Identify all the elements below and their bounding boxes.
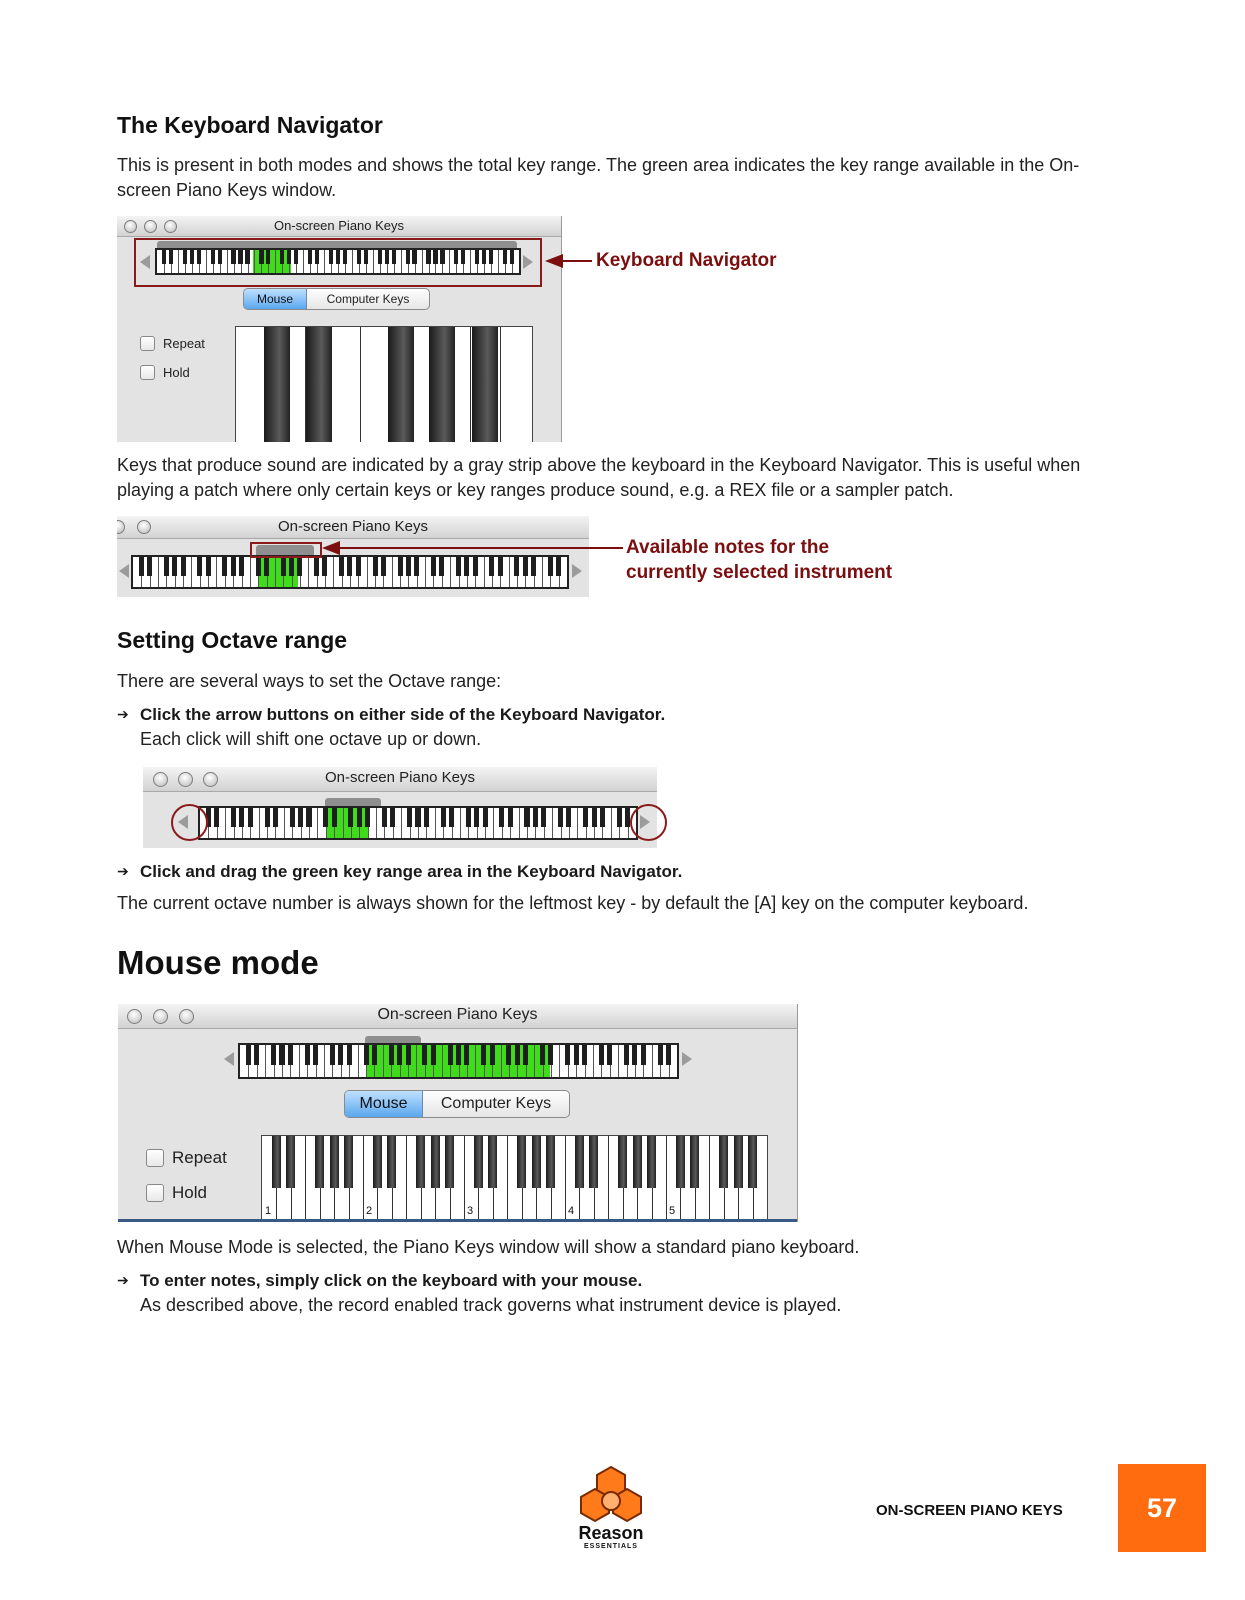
navigator-black-key <box>390 808 395 827</box>
available-notes-highlight <box>250 542 322 558</box>
black-key[interactable] <box>690 1136 699 1188</box>
page-number: 57 <box>1118 1464 1206 1552</box>
repeat-label: Repeat <box>163 336 205 351</box>
navigator-black-key <box>373 557 378 576</box>
navigator-black-key <box>531 557 536 576</box>
navigator-black-key <box>632 1045 637 1065</box>
navigator-black-key <box>279 1045 284 1065</box>
bullet-description: Each click will shift one octave up or down. <box>140 729 482 749</box>
black-key[interactable] <box>532 1136 541 1188</box>
repeat-checkbox[interactable] <box>140 336 155 351</box>
navigator-black-key <box>239 808 244 827</box>
hold-checkbox-row[interactable] <box>140 365 190 380</box>
window-titlebar <box>117 516 589 539</box>
navigator-black-key <box>523 557 528 576</box>
repeat-label: Repeat <box>172 1148 227 1167</box>
black-key[interactable] <box>445 1136 454 1188</box>
navigator-black-key <box>540 1045 545 1065</box>
navigator-black-key <box>197 557 202 576</box>
navigator-black-key <box>414 557 419 576</box>
navigator-black-key <box>514 557 519 576</box>
hold-checkbox-row[interactable] <box>146 1183 207 1203</box>
keyboard-navigator[interactable] <box>198 806 638 840</box>
black-key[interactable] <box>472 327 498 442</box>
black-key[interactable] <box>575 1136 584 1188</box>
mode-selector <box>344 1090 570 1118</box>
navigator-black-key <box>271 1045 276 1065</box>
navigator-black-key <box>382 808 387 827</box>
navigator-black-key <box>523 1045 528 1065</box>
navigator-black-key <box>483 808 488 827</box>
callout-keyboard-navigator: Keyboard Navigator <box>596 250 777 271</box>
navigator-black-key <box>407 808 412 827</box>
right-arrow-highlight <box>630 804 667 841</box>
navigator-black-key <box>415 808 420 827</box>
section-heading-octave-range: Setting Octave range <box>117 627 348 653</box>
paragraph-octave-number: The current octave number is always shown for the leftmost key - by default the [A] key on the computer keyboard. <box>117 893 1029 913</box>
callout-leader-line <box>337 547 623 549</box>
black-key[interactable] <box>734 1136 743 1188</box>
black-key[interactable] <box>431 1136 440 1188</box>
navigator-black-key <box>206 557 211 576</box>
mode-mouse-button[interactable]: Mouse <box>244 289 307 309</box>
navigator-black-key <box>323 808 328 827</box>
navigator-black-key <box>583 808 588 827</box>
reason-logo <box>573 1465 649 1553</box>
navigator-black-key <box>288 1045 293 1065</box>
navigator-black-key <box>574 1045 579 1065</box>
keyboard-navigator-highlight <box>134 238 542 287</box>
navigator-black-key <box>456 1045 461 1065</box>
navigator-black-key <box>381 557 386 576</box>
repeat-checkbox-row[interactable] <box>140 336 205 351</box>
black-key[interactable] <box>748 1136 757 1188</box>
navigator-black-key <box>332 808 337 827</box>
navigator-black-key <box>365 808 370 827</box>
window-bottom-bar <box>118 1219 797 1222</box>
bullet-description: As described above, the record enabled track governs what instrument device is played. <box>140 1295 842 1315</box>
black-key[interactable] <box>330 1136 339 1188</box>
logo-text: Reason <box>578 1523 644 1543</box>
octave-number-label: 5 <box>669 1205 676 1217</box>
hold-label: Hold <box>172 1183 207 1202</box>
navigator-black-key <box>582 1045 587 1065</box>
black-key[interactable] <box>474 1136 483 1188</box>
bullet-arrow-icon: ➔ <box>117 706 129 722</box>
mode-mouse-button[interactable]: Mouse <box>345 1091 423 1117</box>
black-key[interactable] <box>488 1136 497 1188</box>
black-key[interactable] <box>589 1136 598 1188</box>
navigator-black-key <box>464 557 469 576</box>
navigator-black-key <box>164 557 169 576</box>
callout-available-notes-line1: Available notes for the <box>626 537 830 558</box>
mode-selector <box>243 288 430 310</box>
logo-subtext: ESSENTIALS <box>584 1543 638 1550</box>
piano-keys-window-3 <box>143 767 657 848</box>
octave-up-arrow-icon[interactable] <box>572 564 582 578</box>
navigator-black-key <box>607 1045 612 1065</box>
navigator-black-key <box>464 1045 469 1065</box>
callout-available-notes-line2: currently selected instrument <box>626 562 893 583</box>
repeat-checkbox-row[interactable] <box>146 1148 227 1168</box>
navigator-black-key <box>499 808 504 827</box>
navigator-black-key <box>139 557 144 576</box>
navigator-black-key <box>490 1045 495 1065</box>
octave-number-label: 4 <box>568 1205 575 1217</box>
navigator-black-key <box>566 808 571 827</box>
bullet-arrow-icon: ➔ <box>117 863 129 879</box>
window-title: On-screen Piano Keys <box>324 769 476 786</box>
window-title: On-screen Piano Keys <box>273 218 405 233</box>
navigator-black-key <box>298 808 303 827</box>
piano-keyboard[interactable] <box>235 326 533 442</box>
navigator-black-key <box>273 808 278 827</box>
piano-keys-window-4 <box>118 1004 798 1222</box>
navigator-black-key <box>364 1045 369 1065</box>
navigator-black-key <box>281 557 286 576</box>
navigator-black-key <box>231 808 236 827</box>
navigator-black-key <box>397 1045 402 1065</box>
octave-up-arrow-icon[interactable] <box>682 1052 692 1066</box>
navigator-black-key <box>214 808 219 827</box>
navigator-black-key <box>254 1045 259 1065</box>
navigator-black-key <box>347 557 352 576</box>
navigator-black-key <box>297 557 302 576</box>
octave-down-arrow-icon[interactable] <box>119 564 129 578</box>
bullet-arrow-icon: ➔ <box>117 1272 129 1288</box>
navigator-black-key <box>548 1045 553 1065</box>
octave-number-label: 1 <box>265 1205 272 1217</box>
navigator-black-key <box>666 1045 671 1065</box>
navigator-black-key <box>541 808 546 827</box>
navigator-black-key <box>338 1045 343 1065</box>
navigator-black-key <box>357 808 362 827</box>
black-key[interactable] <box>264 327 290 442</box>
navigator-black-key <box>565 1045 570 1065</box>
navigator-black-key <box>515 1045 520 1065</box>
navigator-black-key <box>448 1045 453 1065</box>
octave-number-label: 3 <box>467 1205 474 1217</box>
bullet-title: To enter notes, simply click on the keyboard with your mouse. <box>140 1271 643 1290</box>
black-key[interactable] <box>416 1136 425 1188</box>
navigator-black-key <box>466 808 471 827</box>
paragraph-octave-intro: There are several ways to set the Octave range: <box>117 671 502 691</box>
keyboard-navigator[interactable] <box>131 555 569 589</box>
callout-leader-line <box>560 260 592 262</box>
hold-label: Hold <box>163 365 190 380</box>
black-key[interactable] <box>719 1136 728 1188</box>
black-key[interactable] <box>344 1136 353 1188</box>
navigator-black-key <box>231 557 236 576</box>
black-key[interactable] <box>315 1136 324 1188</box>
navigator-black-key <box>441 808 446 827</box>
navigator-black-key <box>506 1045 511 1065</box>
black-key[interactable] <box>272 1136 281 1188</box>
navigator-black-key <box>599 1045 604 1065</box>
black-key[interactable] <box>546 1136 555 1188</box>
navigator-black-key <box>264 557 269 576</box>
navigator-black-key <box>592 808 597 827</box>
black-key[interactable] <box>388 327 414 442</box>
mode-computer-keys-button[interactable]: Computer Keys <box>440 1095 552 1112</box>
navigator-black-key <box>558 808 563 827</box>
navigator-black-key <box>431 1045 436 1065</box>
navigator-black-key <box>314 557 319 576</box>
navigator-black-key <box>248 808 253 827</box>
navigator-black-key <box>265 808 270 827</box>
octave-down-arrow-icon[interactable] <box>224 1052 234 1066</box>
navigator-black-key <box>290 808 295 827</box>
black-key[interactable] <box>306 327 332 442</box>
octave-number-label: 2 <box>366 1205 373 1217</box>
navigator-black-key <box>600 808 605 827</box>
navigator-black-key <box>641 1045 646 1065</box>
navigator-black-key <box>431 557 436 576</box>
window-title: On-screen Piano Keys <box>377 1006 538 1023</box>
navigator-black-key <box>305 1045 310 1065</box>
mode-computer-keys-button[interactable]: Computer Keys <box>326 292 410 306</box>
hold-checkbox[interactable] <box>146 1184 164 1202</box>
navigator-black-key <box>439 557 444 576</box>
navigator-black-key <box>422 1045 427 1065</box>
black-key[interactable] <box>517 1136 526 1188</box>
navigator-black-key <box>456 557 461 576</box>
navigator-black-key <box>256 557 261 576</box>
navigator-black-key <box>617 808 622 827</box>
black-key[interactable] <box>286 1136 295 1188</box>
navigator-black-key <box>473 557 478 576</box>
navigator-black-key <box>372 1045 377 1065</box>
piano-keys-window-2 <box>117 516 589 597</box>
navigator-black-key <box>624 1045 629 1065</box>
navigator-black-key <box>489 557 494 576</box>
hold-checkbox[interactable] <box>140 365 155 380</box>
navigator-black-key <box>147 557 152 576</box>
navigator-black-key <box>181 557 186 576</box>
navigator-black-key <box>239 557 244 576</box>
paragraph-keyboard-navigator: This is present in both modes and shows the total key range. The green area indicates the key range available in the On-screen Piano Keys window. <box>117 155 1080 200</box>
window-title: On-screen Piano Keys <box>277 518 429 535</box>
navigator-black-key <box>348 808 353 827</box>
section-heading-keyboard-navigator: The Keyboard Navigator <box>117 112 383 138</box>
navigator-black-key <box>339 557 344 576</box>
paragraph-gray-strip: Keys that produce sound are indicated by a gray strip above the keyboard in the Keyboard Navigator. This is useful when playing a patch where only certain keys or key ranges produce sound, e.g. a REX file or a sampler patch. <box>117 455 1081 500</box>
bullet-title: Click the arrow buttons on either side of the Keyboard Navigator. <box>140 705 666 724</box>
navigator-black-key <box>524 808 529 827</box>
window-titlebar <box>118 1004 797 1029</box>
section-heading-mouse-mode: Mouse mode <box>117 944 319 981</box>
navigator-black-key <box>508 808 513 827</box>
piano-keyboard[interactable] <box>261 1135 768 1221</box>
black-key[interactable] <box>387 1136 396 1188</box>
reason-logo-icon <box>573 1465 649 1527</box>
black-key[interactable] <box>676 1136 685 1188</box>
bullet-title: Click and drag the green key range area in the Keyboard Navigator. <box>140 862 683 881</box>
navigator-black-key <box>306 808 311 827</box>
navigator-black-key <box>398 557 403 576</box>
black-key[interactable] <box>618 1136 627 1188</box>
navigator-black-key <box>406 557 411 576</box>
navigator-black-key <box>533 808 538 827</box>
navigator-black-key <box>246 1045 251 1065</box>
paragraph-mouse-mode: When Mouse Mode is selected, the Piano Keys window will show a standard piano keyboard. <box>117 1237 860 1257</box>
navigator-black-key <box>406 1045 411 1065</box>
navigator-black-key <box>481 1045 486 1065</box>
navigator-black-key <box>330 1045 335 1065</box>
keyboard-navigator[interactable] <box>238 1043 679 1079</box>
navigator-black-key <box>222 557 227 576</box>
navigator-black-key <box>658 1045 663 1065</box>
navigator-black-key <box>548 557 553 576</box>
navigator-black-key <box>347 1045 352 1065</box>
navigator-black-key <box>556 557 561 576</box>
navigator-black-key <box>322 557 327 576</box>
repeat-checkbox[interactable] <box>146 1149 164 1167</box>
black-key[interactable] <box>633 1136 642 1188</box>
black-key[interactable] <box>647 1136 656 1188</box>
navigator-black-key <box>449 808 454 827</box>
navigator-black-key <box>498 557 503 576</box>
window-titlebar <box>117 216 561 237</box>
footer-section-label: ON-SCREEN PIANO KEYS <box>876 1502 1063 1519</box>
black-key[interactable] <box>373 1136 382 1188</box>
navigator-black-key <box>289 557 294 576</box>
navigator-black-key <box>424 808 429 827</box>
navigator-black-key <box>172 557 177 576</box>
navigator-black-key <box>389 1045 394 1065</box>
navigator-black-key <box>474 808 479 827</box>
black-key[interactable] <box>429 327 455 442</box>
window-titlebar <box>143 767 657 792</box>
left-arrow-highlight <box>171 804 208 841</box>
navigator-black-key <box>313 1045 318 1065</box>
navigator-black-key <box>356 557 361 576</box>
